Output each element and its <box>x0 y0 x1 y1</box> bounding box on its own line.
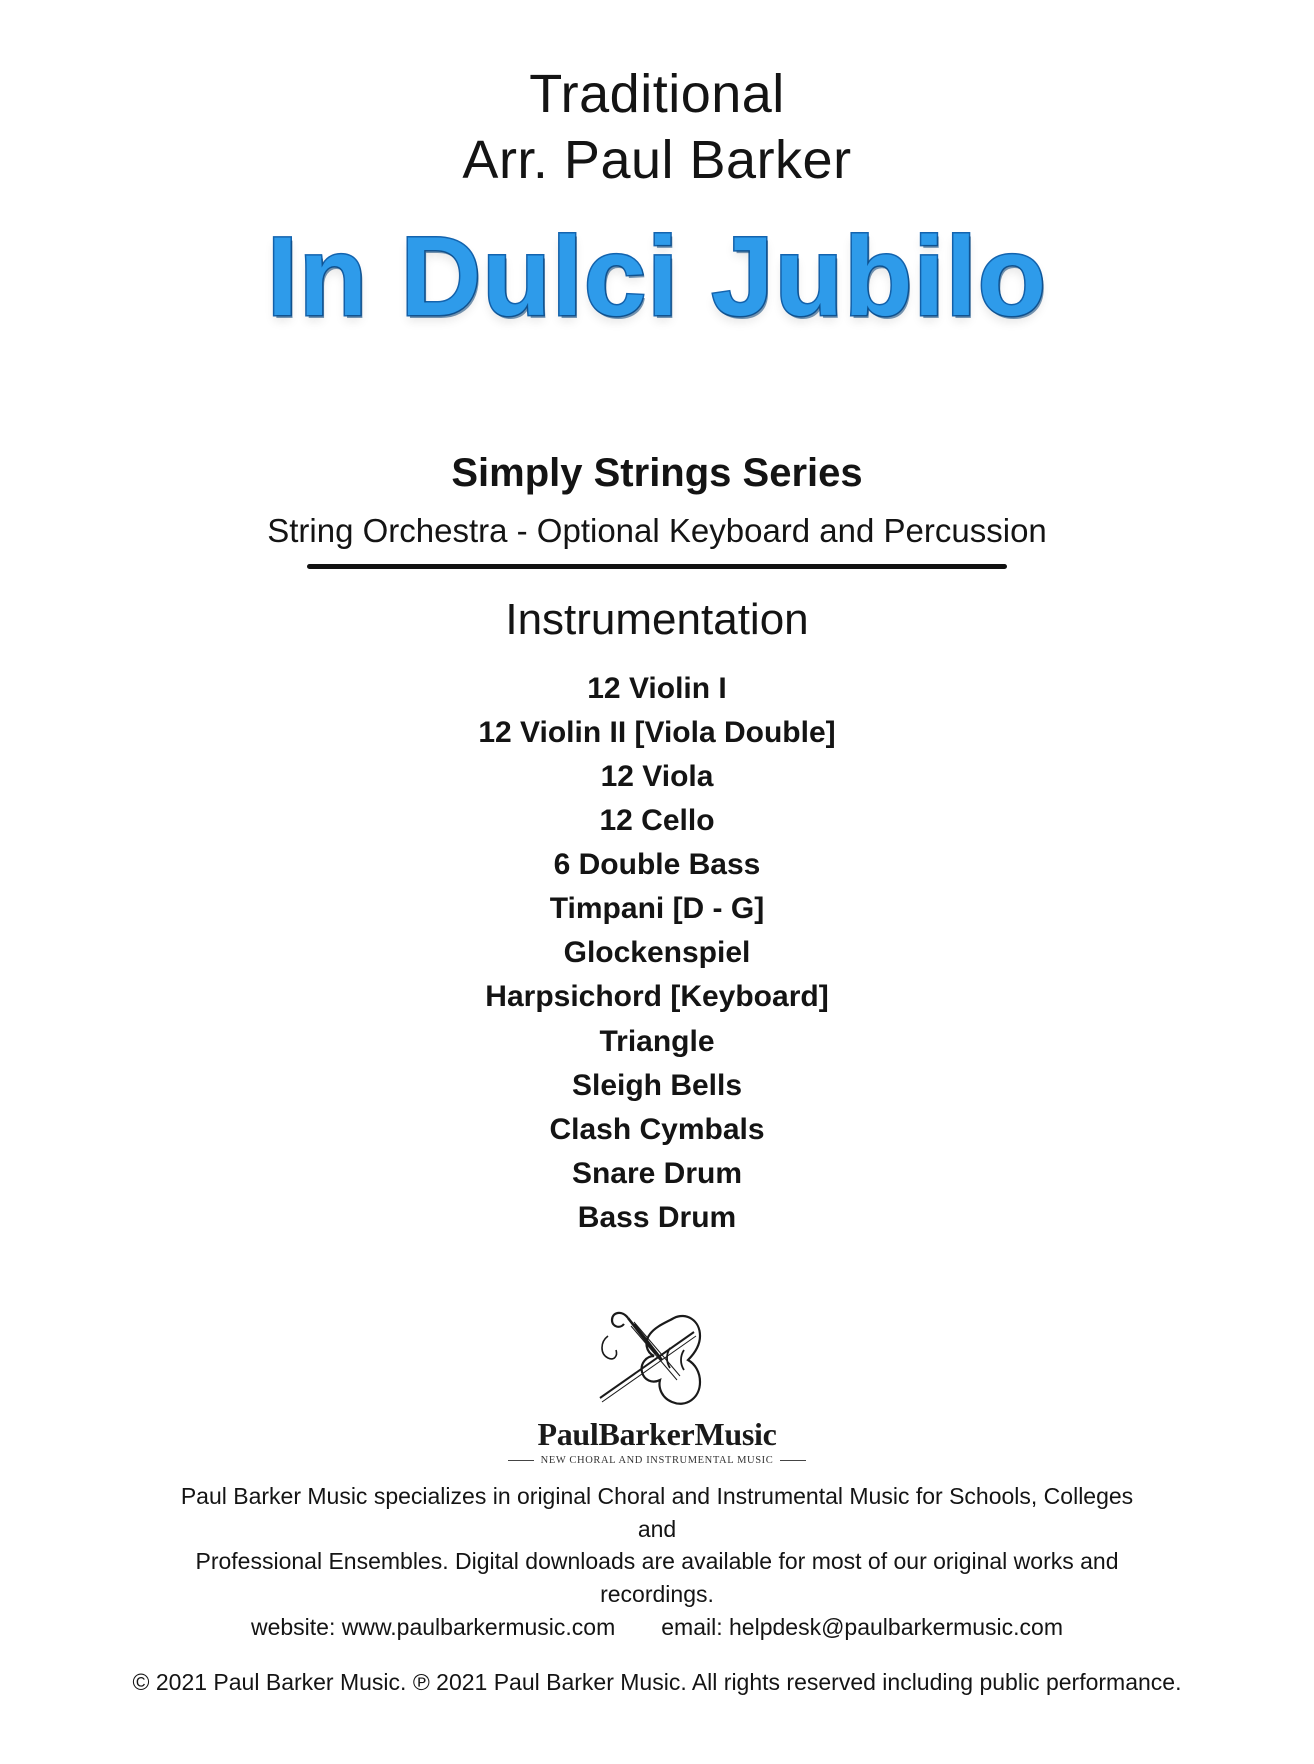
page-title: In Dulci Jubilo <box>266 213 1048 339</box>
arranger-name: Arr. Paul Barker <box>462 130 852 191</box>
list-item: Triangle <box>599 1024 715 1058</box>
series-name: Simply Strings Series <box>451 450 863 495</box>
publisher-logo <box>508 1302 807 1466</box>
scoring-description: String Orchestra - Optional Keyboard and Percussion <box>267 511 1047 549</box>
divider <box>307 564 1007 569</box>
composer-name: Traditional <box>529 64 785 124</box>
publisher-name: PaulBarkerMusic <box>537 1415 777 1452</box>
footer-website[interactable]: website: www.paulbarkermusic.com <box>250 1613 616 1640</box>
publisher-tagline: NEW CHORAL AND INSTRUMENTAL MUSIC <box>540 1454 774 1466</box>
list-item: 12 Violin I <box>587 671 727 705</box>
footer <box>177 1480 1137 1643</box>
publisher-tagline-row <box>508 1455 807 1466</box>
list-item: Clash Cymbals <box>549 1112 765 1146</box>
footer-email[interactable]: email: helpdesk@paulbarkermusic.com <box>661 1613 1064 1640</box>
list-item: 12 Cello <box>599 804 715 838</box>
list-item: Snare Drum <box>571 1156 743 1190</box>
tagline-rule-right <box>780 1460 806 1461</box>
list-item: 12 Violin II [Viola Double] <box>478 715 836 749</box>
list-item: Glockenspiel <box>563 936 751 970</box>
copyright-notice: © 2021 Paul Barker Music. ℗ 2021 Paul Barker Music. All rights reserved including public performance. <box>132 1669 1182 1696</box>
footer-line-2: Professional Ensembles. Digital downloads are available for most of our original works and recordings. <box>195 1548 1119 1607</box>
list-item: Bass Drum <box>577 1200 737 1234</box>
footer-contact-row <box>177 1611 1137 1644</box>
footer-line-1: Paul Barker Music specializes in original Choral and Instrumental Music for Schools, Colleges and <box>180 1482 1134 1542</box>
violin-icon <box>582 1302 732 1422</box>
list-item: Harpsichord [Keyboard] <box>485 980 829 1014</box>
tagline-rule-left <box>508 1460 534 1461</box>
list-item: Sleigh Bells <box>571 1068 743 1102</box>
list-item: Timpani [D - G] <box>549 892 765 926</box>
list-item: 12 Viola <box>600 759 714 793</box>
list-item: 6 Double Bass <box>553 848 761 882</box>
instrumentation-list <box>0 667 1314 1240</box>
instrumentation-heading: Instrumentation <box>505 594 809 644</box>
